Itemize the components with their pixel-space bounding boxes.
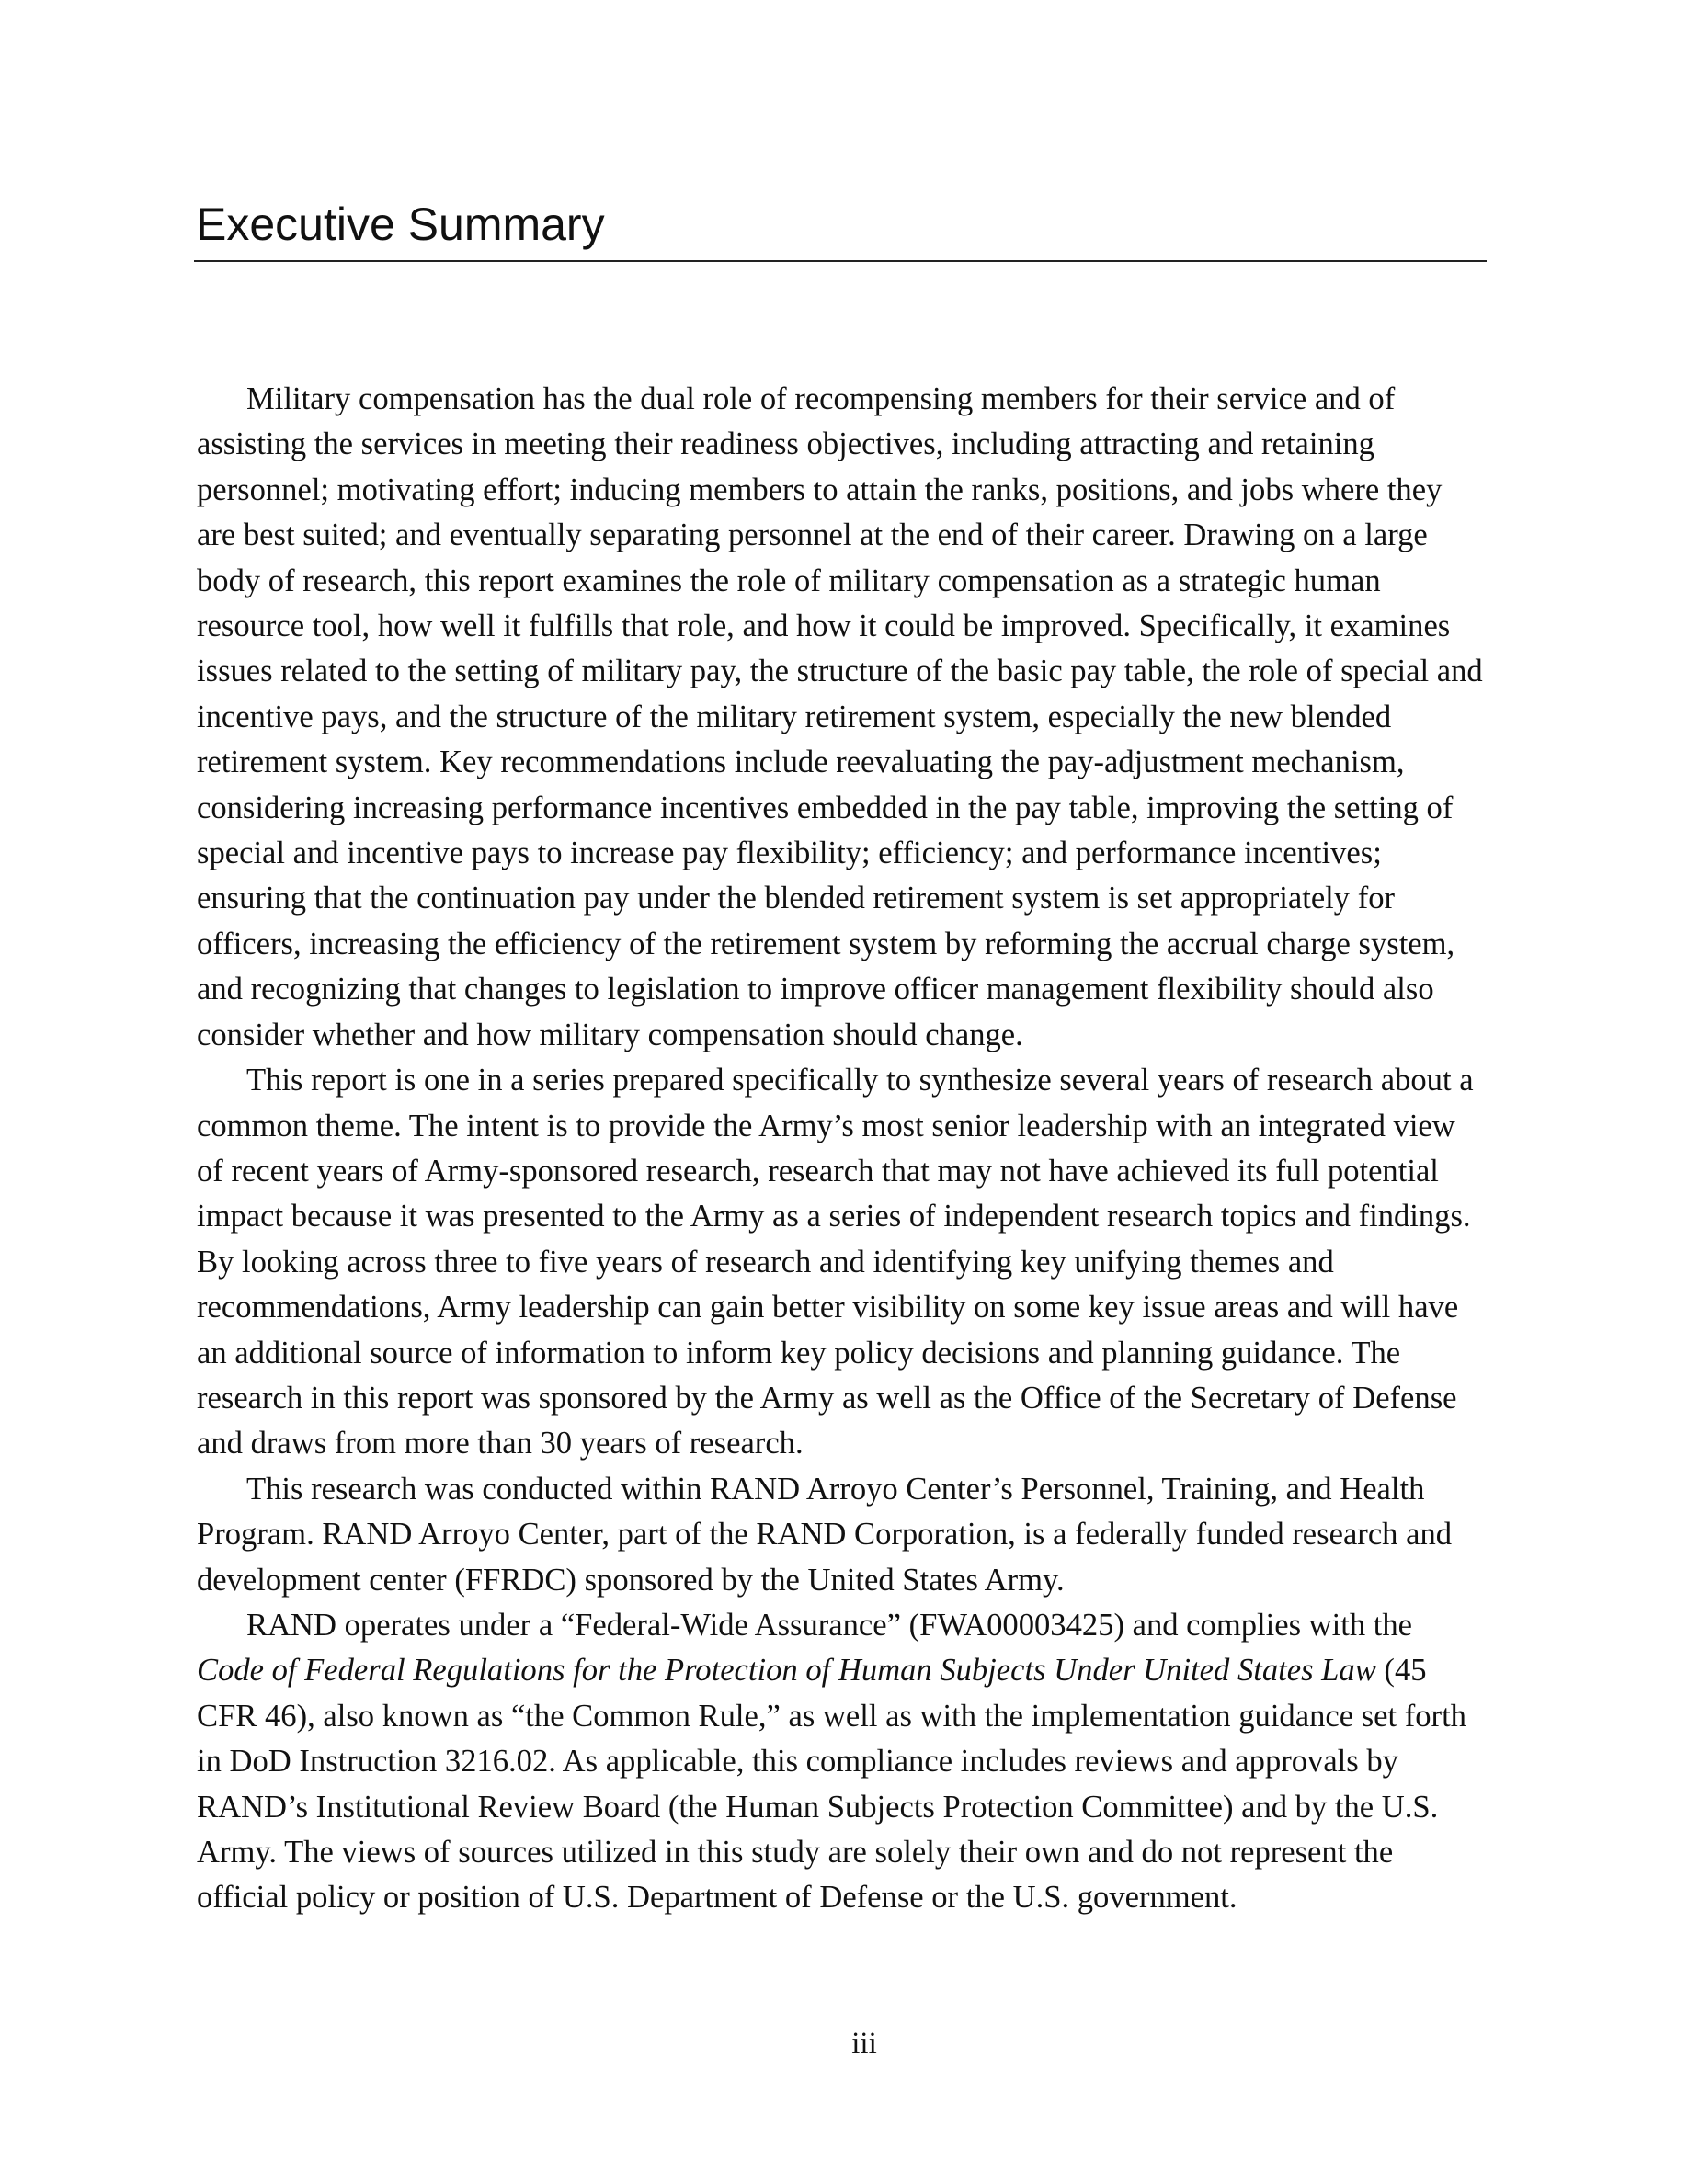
paragraph-compensation-role: Military compensation has the dual role of recompensing members for their service and of assisting the services in meeting their readiness objectives, including attracting and retaining personnel; motivating effort; inducing members to attain the ranks, positions, and jobs where they are best suited; and eventually separating personnel at the end of their career. Drawing on a large body of research, this report examines the role of military compensation as a strategic human resource tool, how well it fulfills that role, and how it could be improved. Specifically, it examines issues related to the setting of military pay, the structure of the basic pay table, the role of special and incentive pays, and the structure of the military retirement system, especially the new blended retirement system. Key recommendations include reevaluating the pay-adjustment mechanism, considering increasing performance incentives embedded in the pay table, improving the setting of special and incentive pays to increase pay flexibility; efficiency; and performance incentives; ensuring that the continuation pay under the blended retirement system is set appropriately for officers, increasing the efficiency of the retirement system by reforming the accrual charge system, and recognizing that changes to legislation to improve officer management flexibility should also consider whether and how military compensation should change. <box>197 381 1483 1052</box>
paragraph-report-series: This report is one in a series prepared specifically to synthesize several years of research about a common theme. The intent is to provide the Army’s most senior leadership with an integrated view of recent years of Army-sponsored research, research that may not have achieved its full potential impact because it was presented to the Army as a series of independent research topics and findings. By looking across three to five years of research and identifying key unifying themes and recommendations, Army leadership can gain better visibility on some key issue areas and will have an additional source of information to inform key policy decisions and planning guidance. The research in this report was sponsored by the Army as well as the Office of the Secretary of Defense and draws from more than 30 years of research. <box>197 1063 1474 1462</box>
title-divider <box>194 260 1487 262</box>
regulation-title: Code of Federal Regulations for the Protection of Human Subjects Under United States Law <box>197 1653 1376 1689</box>
page-title: Executive Summary <box>196 199 605 250</box>
compliance-text-end: (45 CFR 46), also known as “the Common Rule,” as well as with the implementation guidance set forth in DoD Instruction 3216.02. As applicable, this compliance includes reviews and approvals by RAND’s Institutional Review Board (the Human Subjects Protection Committee) and by the U.S. Army. The views of sources utilized in this study are solely their own and do not represent the official policy or position of U.S. Department of Defense or the U.S. government. <box>197 1653 1466 1916</box>
compliance-text-start: RAND operates under a “Federal-Wide Assurance” (FWA00003425) and complies with the <box>246 1607 1413 1643</box>
page-number: iii <box>851 2027 877 2060</box>
paragraph-compliance <box>197 1603 1486 1921</box>
executive-summary-body <box>197 377 1486 1921</box>
paragraph-arroyo-center: This research was conducted within RAND Arroyo Center’s Personnel, Training, and Health Program. RAND Arroyo Center, part of the RAND Corporation, is a federally funded research and development center (FFRDC) sponsored by the United States Army. <box>197 1471 1453 1598</box>
